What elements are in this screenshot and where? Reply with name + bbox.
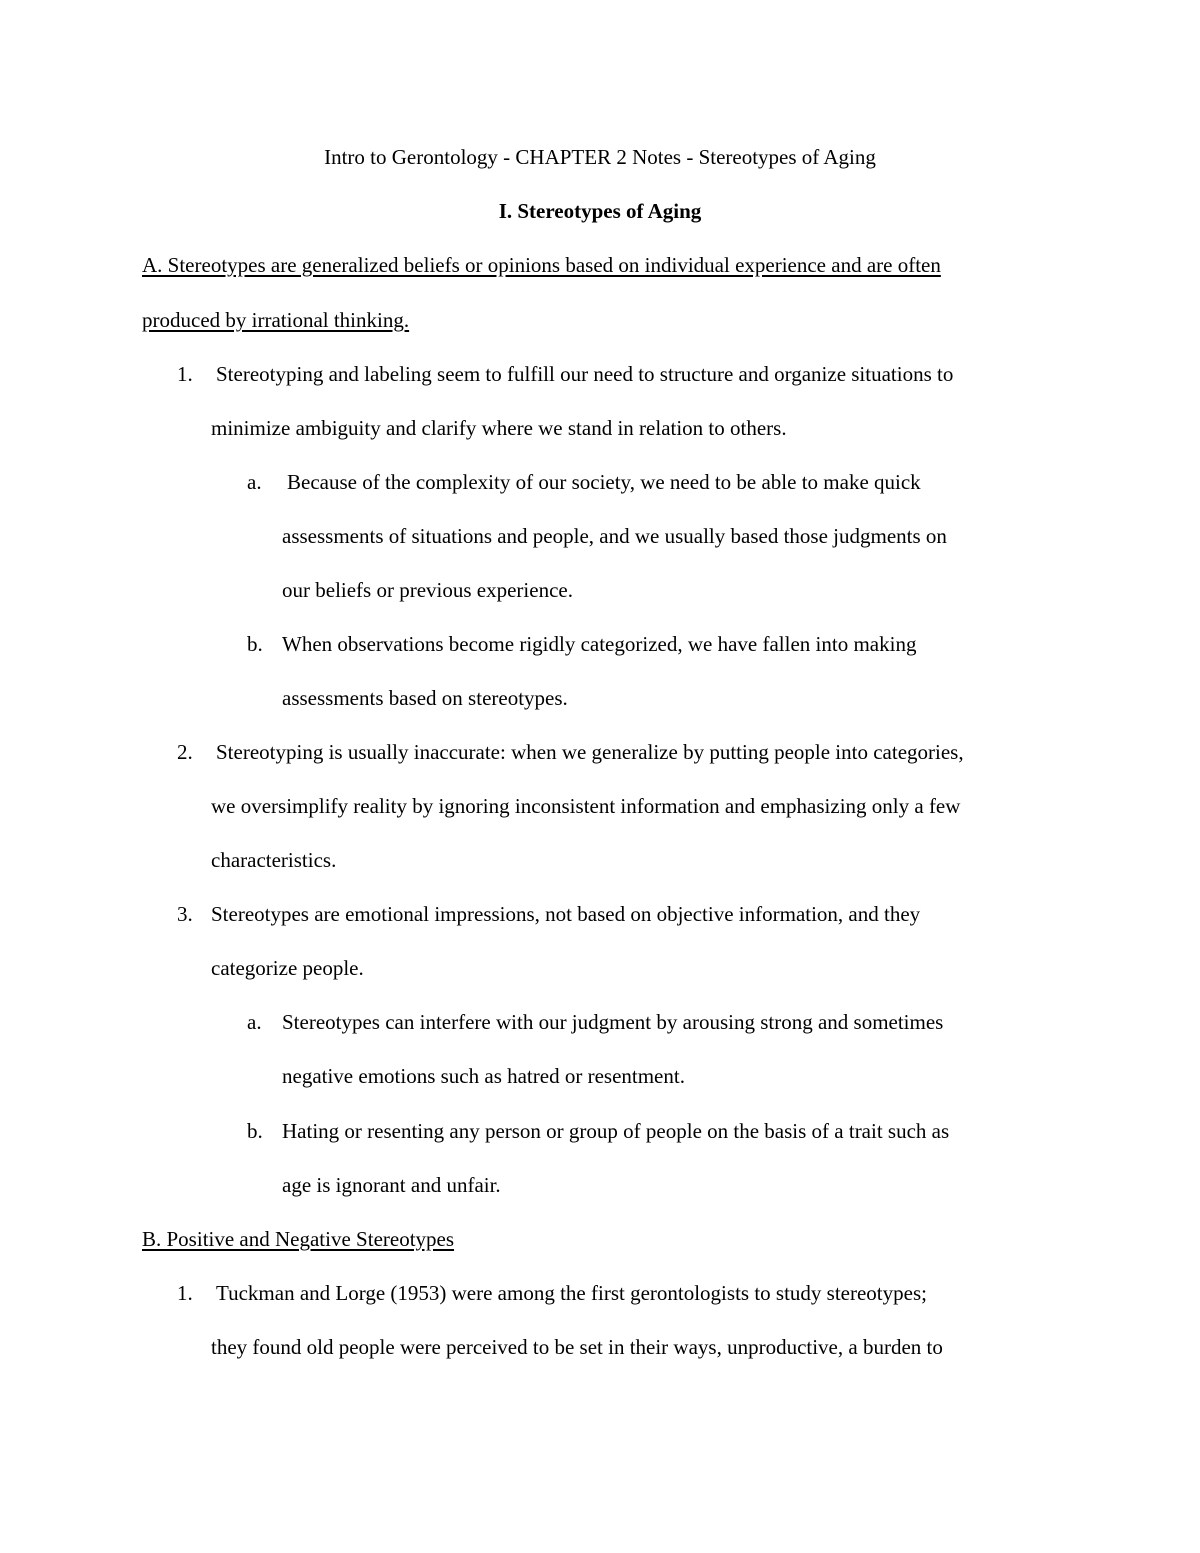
list-item-line: minimize ambiguity and clarify where we stand in relation to others.: [211, 416, 787, 440]
sublist-item-line: assessments based on stereotypes.: [282, 686, 568, 710]
sublist-item-line: Stereotypes can interfere with our judgment by arousing strong and sometimes: [282, 1010, 944, 1034]
sublist-item-line: When observations become rigidly categorized, we have fallen into making: [282, 632, 917, 656]
sublist-marker: a.: [247, 470, 262, 494]
list-marker: 1.: [177, 362, 193, 386]
sublist-item-line: Hating or resenting any person or group of people on the basis of a trait such as: [282, 1119, 950, 1143]
list-item-line: Stereotypes are emotional impressions, not based on objective information, and they: [211, 902, 921, 926]
list-marker: 2.: [177, 740, 193, 764]
section-heading: I. Stereotypes of Aging: [498, 199, 702, 223]
sublist-item-line: age is ignorant and unfair.: [282, 1173, 501, 1197]
subsection-a-line-2: produced by irrational thinking.: [142, 308, 410, 332]
sublist-marker: a.: [247, 1010, 262, 1034]
list-item-line: Stereotyping and labeling seem to fulfill our need to structure and organize situations to: [216, 362, 954, 386]
list-marker: 1.: [177, 1281, 193, 1305]
list-item-line: categorize people.: [211, 956, 364, 980]
document-title: Intro to Gerontology - CHAPTER 2 Notes - Stereotypes of Aging: [324, 145, 876, 169]
sublist-item-line: our beliefs or previous experience.: [282, 578, 573, 602]
sublist-item-line: assessments of situations and people, and we usually based those judgments on: [282, 524, 947, 548]
list-item-line: Stereotyping is usually inaccurate: when we generalize by putting people into categories,: [216, 740, 964, 764]
sublist-item-line: negative emotions such as hatred or resentment.: [282, 1064, 685, 1088]
subsection-b-heading: B. Positive and Negative Stereotypes: [142, 1227, 455, 1251]
list-marker: 3.: [177, 902, 193, 926]
sublist-marker: b.: [247, 1119, 263, 1143]
list-item-line: they found old people were perceived to be set in their ways, unproductive, a burden to: [211, 1335, 943, 1359]
list-item-line: we oversimplify reality by ignoring inconsistent information and emphasizing only a few: [211, 794, 961, 818]
list-item-line: Tuckman and Lorge (1953) were among the first gerontologists to study stereotypes;: [216, 1281, 927, 1305]
subsection-a-line-1: A. Stereotypes are generalized beliefs or opinions based on individual experience and are often: [142, 253, 941, 277]
sublist-marker: b.: [247, 632, 263, 656]
sublist-item-line: Because of the complexity of our society, we need to be able to make quick: [287, 470, 921, 494]
list-item-line: characteristics.: [211, 848, 337, 872]
